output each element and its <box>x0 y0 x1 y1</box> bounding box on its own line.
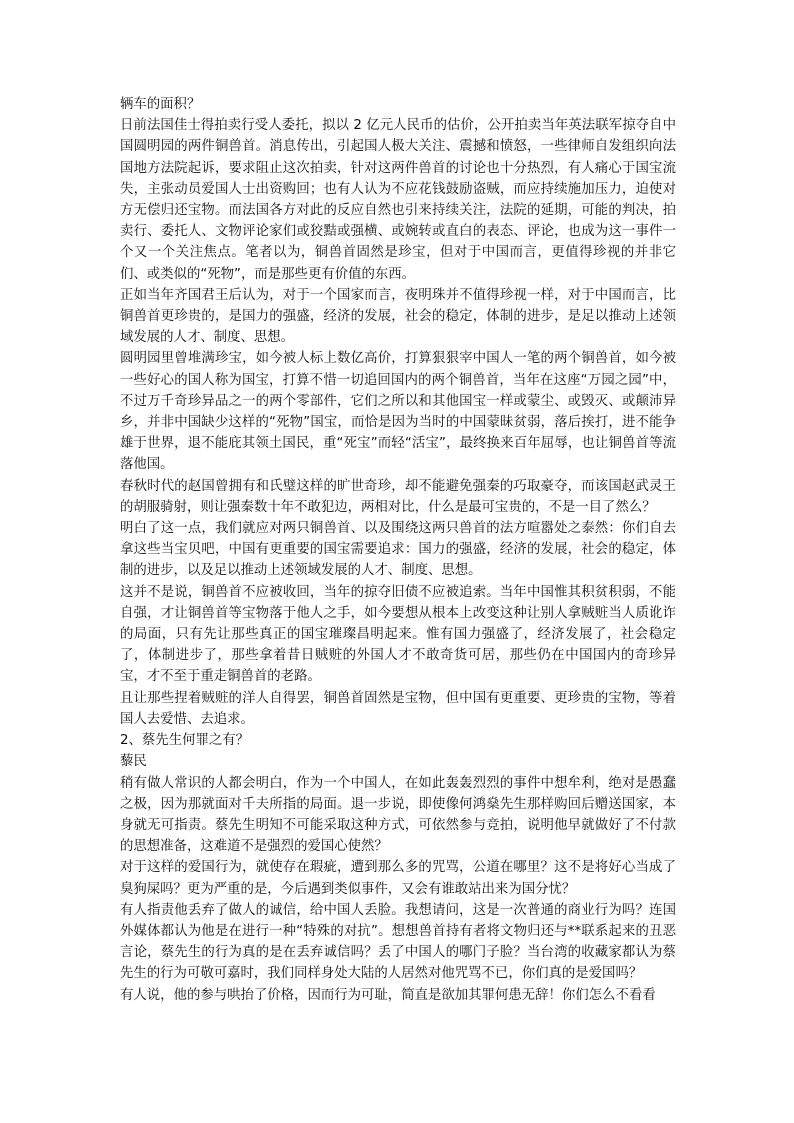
paragraph-12: 有人说，他的参与哄抬了价格，因而行为可耻，简直是欲加其罪何患无辞！你们怎么不看看 <box>120 987 656 1003</box>
paragraph-2: 日前法国佳士得拍卖行受人委托，拟以 2 亿元人民币的估价，公开拍卖当年英法联军掠夺自中国圆明园的两件铜兽首。消息传出，引起国人极大关注、震撼和愤怒，一些律师自发组织向法国地方法院起诉，要求阻止这次拍卖，针对这两件兽首的讨论也十分热烈，有人痛心于国宝流失，主张动员爱国人士出资购回；也有人认为不应花钱鼓励盗贼，而应持续施加压力，迫使对方无偿归还宝物。而法国各方对此的反应自然也引来持续关注，法院的延期，可能的判决，拍卖行、委托人、文物评论家们或狡黠或强横、或婉转或直白的表态、评论，也成为这一事件一个又一个关注焦点。笔者以为，铜兽首固然是珍宝，但对于中国而言，更值得珍视的并非它们、或类似的“死物”，而是那些更有价值的东西。 <box>120 118 676 282</box>
paragraph-8: 且让那些捏着贼赃的洋人自得罢，铜兽首固然是宝物，但中国有更重要、更珍贵的宝物，等着国人去爱惜、去追求。 <box>120 690 676 727</box>
paragraph-10: 对于这样的爱国行为，就使存在瑕疵，遭到那么多的咒骂，公道在哪里？这不是将好心当成了臭狗屎吗？更为严重的是，今后遇到类似事件，又会有谁敢站出来为国分忧？ <box>120 860 676 897</box>
document-page <box>120 94 676 1006</box>
paragraph-4: 圆明园里曾堆满珍宝，如今被人标上数亿高价，打算狠狠宰中国人一笔的两个铜兽首，如今被一些好心的国人称为国宝，打算不惜一切追回国内的两个铜兽首，当年在这座“万园之园”中，不过万千奇珍异品之一的两个零部件，它们之所以和其他国宝一样或蒙尘、或毁灭、或颠沛异乡，并非中国缺少这样的“死物”国宝，而恰是因为当时的中国蒙昧贫弱，落后挨打，进不能争雄于世界，退不能庇其领土国民，重“死宝”而轻“活宝”，最终换来百年屈辱，也让铜兽首等流落他国。 <box>120 351 676 473</box>
paragraph-5: 春秋时代的赵国曾拥有和氏璧这样的旷世奇珍，却不能避免强秦的巧取豪夺，而该国赵武灵王的胡服骑射，则让强秦数十年不敢犯边，两相对比，什么是最可宝贵的，不是一目了然么？ <box>120 478 676 515</box>
section-heading: 2、蔡先生何罪之有？ <box>120 733 250 749</box>
paragraph-3: 正如当年齐国君王后认为，对于一个国家而言，夜明珠并不值得珍视一样，对于中国而言，比铜兽首更珍贵的，是国力的强盛，经济的发展，社会的稳定，体制的进步，是足以推动上述领域发展的人才、制度、思想。 <box>120 287 676 346</box>
author-name: 藜民 <box>120 754 147 770</box>
paragraph-1: 辆车的面积？ <box>120 97 201 112</box>
paragraph-9: 稍有做人常识的人都会明白，作为一个中国人，在如此轰轰烈烈的事件中想牟利，绝对是愚蠢之极，因为那就面对千夫所指的局面。退一步说，即使像何鸿燊先生那样购回后赠送国家，本身就无可指责。蔡先生明知不可能采取这种方式，可依然参与竞拍，说明他早就做好了不付款的思想准备，这难道不是强烈的爱国心使然？ <box>120 775 676 855</box>
paragraph-6: 明白了这一点，我们就应对两只铜兽首、以及围绕这两只兽首的法方喧嚣处之泰然：你们自去拿这些当宝贝吧，中国有更重要的国宝需要追求：国力的强盛，经济的发展，社会的稳定，体制的进步，以及足以推动上述领域发展的人才、制度、思想。 <box>120 521 676 579</box>
paragraph-7: 这并不是说，铜兽首不应被收回，当年的掠夺旧债不应被追索。当年中国惟其积贫积弱，不能自强，才让铜兽首等宝物落于他人之手，如今要想从根本上改变这种让别人拿贼赃当人质讹诈的局面，只有先让那些真正的国宝璀璨昌明起来。惟有国力强盛了，经济发展了，社会稳定了，体制进步了，那些拿着昔日贼赃的外国人才不敢奇货可居，那些仍在中国国内的奇珍异宝，才不至于重走铜兽首的老路。 <box>120 584 676 685</box>
paragraph-11: 有人指责他丢弃了做人的诚信，给中国人丢脸。我想请问，这是一次普通的商业行为吗？连国外媒体都认为他是在进行一种“特殊的对抗”。想想兽首持有者将文物归还与**联系起来的丑恶言论，蔡先生的行为真的是在丢弃诚信吗？丢了中国人的哪门子脸？当台湾的收藏家都认为蔡先生的行为可敬可嘉时，我们同样身处大陆的人居然对他咒骂不已，你们真的是爱国吗？ <box>120 902 676 982</box>
